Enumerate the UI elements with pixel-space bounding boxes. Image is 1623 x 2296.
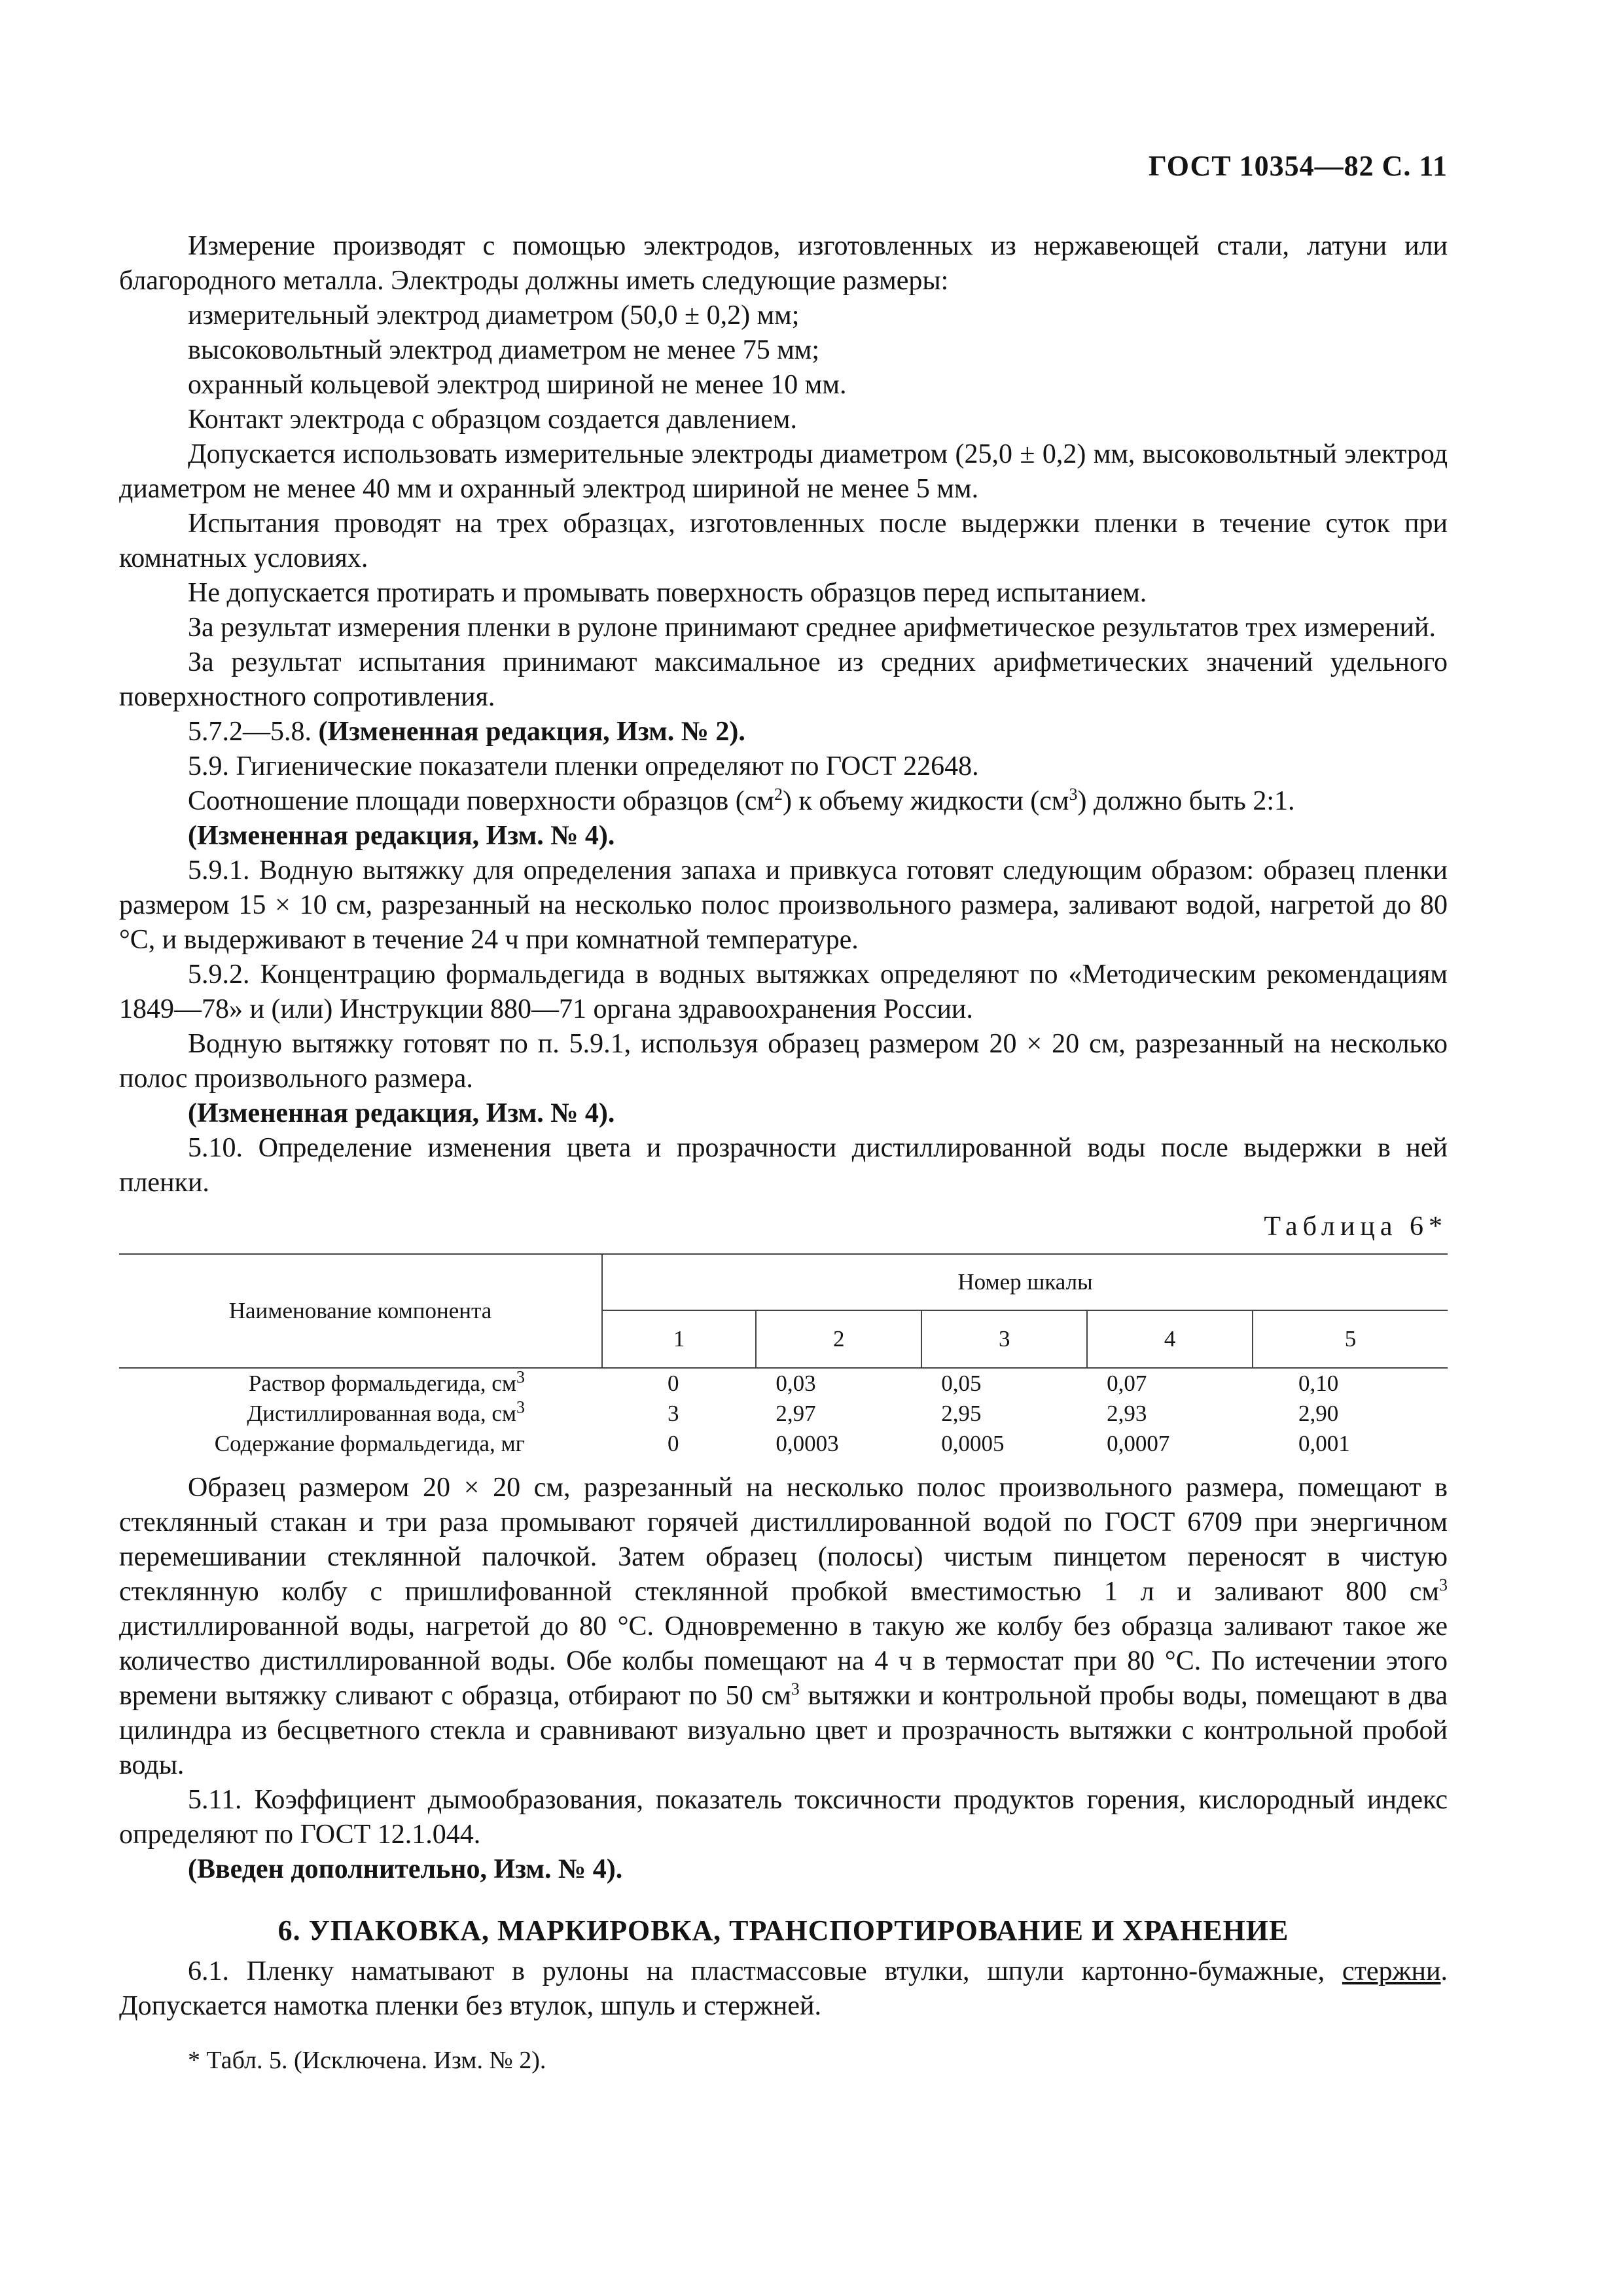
table-cell: 2,97	[776, 1401, 816, 1426]
table-cell: 0,10	[1298, 1371, 1339, 1396]
table-cell: 2,93	[1107, 1401, 1147, 1426]
column-header-number: 2	[756, 1310, 921, 1368]
table-row	[119, 1399, 1448, 1429]
table-cell: 0,001	[1298, 1431, 1350, 1456]
text-run: вытяжки и контрольной пробы воды, помещают в два цилиндра из бесцветного стекла и сравнивают визуально цвет и прозрачность вытяжки с контрольной пробой воды.	[119, 1681, 1448, 1780]
text-run: стержни	[1342, 1956, 1441, 1986]
superscript: 3	[516, 1397, 525, 1417]
table-row	[119, 1368, 1448, 1399]
superscript: 3	[1439, 1575, 1448, 1594]
column-header-number: 3	[921, 1310, 1087, 1368]
text-run: Соотношение площади поверхности образцов (см	[188, 786, 774, 816]
superscript: 2	[774, 785, 783, 804]
paragraph: 5.10. Определение изменения цвета и прозрачности дистиллированной воды после выдержки в ней пленки.	[119, 1133, 1448, 1198]
row-label	[119, 1399, 602, 1429]
table-cell: 0	[668, 1371, 679, 1396]
paragraph: За результат измерения пленки в рулоне принимают среднее арифметическое результатов трех измерений.	[188, 613, 1436, 643]
column-header-group: Номер шкалы	[602, 1254, 1448, 1310]
table-cell: 0,0003	[776, 1431, 839, 1456]
document-body	[119, 229, 1448, 2078]
column-header-number: 4	[1087, 1310, 1253, 1368]
text-run: ) к объему жидкости (см	[782, 786, 1069, 816]
text-run: дистиллированной воды, нагретой до 80 °С. Одновременно в такую же колбу без образца заливают такое же количество дистиллированной воды. Обе колбы помещают на 4 ч в термостат при 80 °С. По истечении этого времени вытяжку сливают с образца, отбирают по 50 см	[119, 1611, 1448, 1711]
table-cell: 0,05	[941, 1371, 982, 1396]
paragraph: 5.9.2. Концентрацию формальдегида в водных вытяжках определяют по «Методическим рекомендациям 1849—78» и (или) Инструкции 880—71 органа здравоохранения России.	[119, 960, 1448, 1024]
row-label	[119, 1429, 602, 1459]
section-title: 6. УПАКОВКА, МАРКИРОВКА, ТРАНСПОРТИРОВАНИЕ И ХРАНЕНИЕ	[277, 1914, 1289, 1946]
amendment-note: (Измененная редакция, Изм. № 4).	[188, 821, 615, 851]
row-label-text: Дистиллированная вода, см	[247, 1401, 516, 1426]
table-cell: 0	[668, 1431, 679, 1456]
amendment-note: (Введен дополнительно, Изм. № 4).	[188, 1854, 623, 1884]
text-run: Образец размером 20 × 20 см, разрезанный на несколько полос произвольного размера, помещают в стеклянный стакан и три раза промывают горячей дистиллированной водой по ГОСТ 6709 при энергичном перемешивании стеклянной палочкой. Затем образец (полосы) чистым пинцетом переносят в чистую стеклянную колбу с пришлифованной стеклянной пробкой вместимостью 1 л и заливают 800 см	[119, 1473, 1448, 1607]
superscript: 3	[516, 1367, 525, 1387]
row-label	[119, 1368, 602, 1399]
row-label-text: Содержание формальдегида, мг	[214, 1431, 525, 1456]
paragraph	[119, 1471, 1448, 1783]
table-cell: 0,03	[776, 1371, 816, 1396]
paragraph: За результат испытания принимают максимальное из средних арифметических значений удельного поверхностного сопротивления.	[119, 647, 1448, 712]
column-header-number: 5	[1253, 1310, 1448, 1368]
amendment-note: (Измененная редакция, Изм. № 2).	[318, 717, 745, 747]
paragraph: Не допускается протирать и промывать поверхность образцов перед испытанием.	[188, 578, 1147, 608]
paragraph: 5.11. Коэффициент дымообразования, показатель токсичности продуктов горения, кислородный индекс определяют по ГОСТ 12.1.044.	[119, 1785, 1448, 1850]
paragraph: Допускается использовать измерительные электроды диаметром (25,0 ± 0,2) мм, высоковольтный электрод диаметром не менее 40 мм и охранный электрод шириной не менее 5 мм.	[119, 439, 1448, 504]
list-item: измерительный электрод диаметром (50,0 ± 0,2) мм;	[188, 300, 800, 331]
column-header-name: Наименование компонента	[119, 1254, 602, 1368]
paragraph: Контакт электрода с образцом создается давлением.	[188, 404, 798, 435]
superscript: 3	[1069, 785, 1078, 804]
table-cell: 0,0005	[941, 1431, 1005, 1456]
table-cell: 3	[668, 1401, 679, 1426]
table-cell: 2,90	[1298, 1401, 1339, 1426]
data-table	[119, 1253, 1448, 1459]
clause-number: 5.7.2—5.8.	[188, 717, 312, 747]
text-run: ) должно быть 2:1.	[1077, 786, 1295, 816]
column-header-number: 1	[602, 1310, 756, 1368]
paragraph: 5.9.1. Водную вытяжку для определения запаха и привкуса готовят следующим образом: образец пленки размером 15 × 10 см, разрезанный на несколько полос произвольного размера, заливают водой, нагретой до 80 °С, и выдерживают в течение 24 ч при комнатной температуре.	[119, 855, 1448, 955]
paragraph	[119, 784, 1448, 819]
table-cell: 0,07	[1107, 1371, 1147, 1396]
page-header: ГОСТ 10354—82 С. 11	[1148, 150, 1448, 182]
paragraph: Испытания проводят на трех образцах, изготовленных после выдержки пленки в течение суток при комнатных условиях.	[119, 509, 1448, 573]
superscript: 3	[791, 1679, 800, 1698]
paragraph	[119, 1954, 1448, 2024]
table-caption: Таблица 6*	[1264, 1211, 1448, 1242]
paragraph: Водную вытяжку готовят по п. 5.9.1, используя образец размером 20 × 20 см, разрезанный на несколько полос произвольного размера.	[119, 1029, 1448, 1094]
list-item: высоковольтный электрод диаметром не менее 75 мм;	[188, 335, 820, 365]
paragraph	[119, 715, 1448, 749]
paragraph: Измерение производят с помощью электродов, изготовленных из нержавеющей стали, латуни или благородного металла. Электроды должны иметь следующие размеры:	[119, 231, 1448, 296]
table-row	[119, 1429, 1448, 1459]
table-cell: 2,95	[941, 1401, 982, 1426]
text-run: 6.1. Пленку наматывают в рулоны на пластмассовые втулки, шпули картонно-бумажные,	[188, 1956, 1342, 1986]
row-label-text: Раствор формальдегида, см	[248, 1371, 516, 1396]
amendment-note: (Измененная редакция, Изм. № 4).	[188, 1098, 615, 1128]
text-run: . Допускается намотка пленки без втулок, шпуль и стержней.	[119, 1956, 1448, 2021]
list-item: охранный кольцевой электрод шириной не менее 10 мм.	[188, 370, 847, 400]
footnote: * Табл. 5. (Исключена. Изм. № 2).	[188, 2047, 546, 2074]
table-cell: 0,0007	[1107, 1431, 1170, 1456]
paragraph: 5.9. Гигиенические показатели пленки определяют по ГОСТ 22648.	[188, 751, 979, 781]
